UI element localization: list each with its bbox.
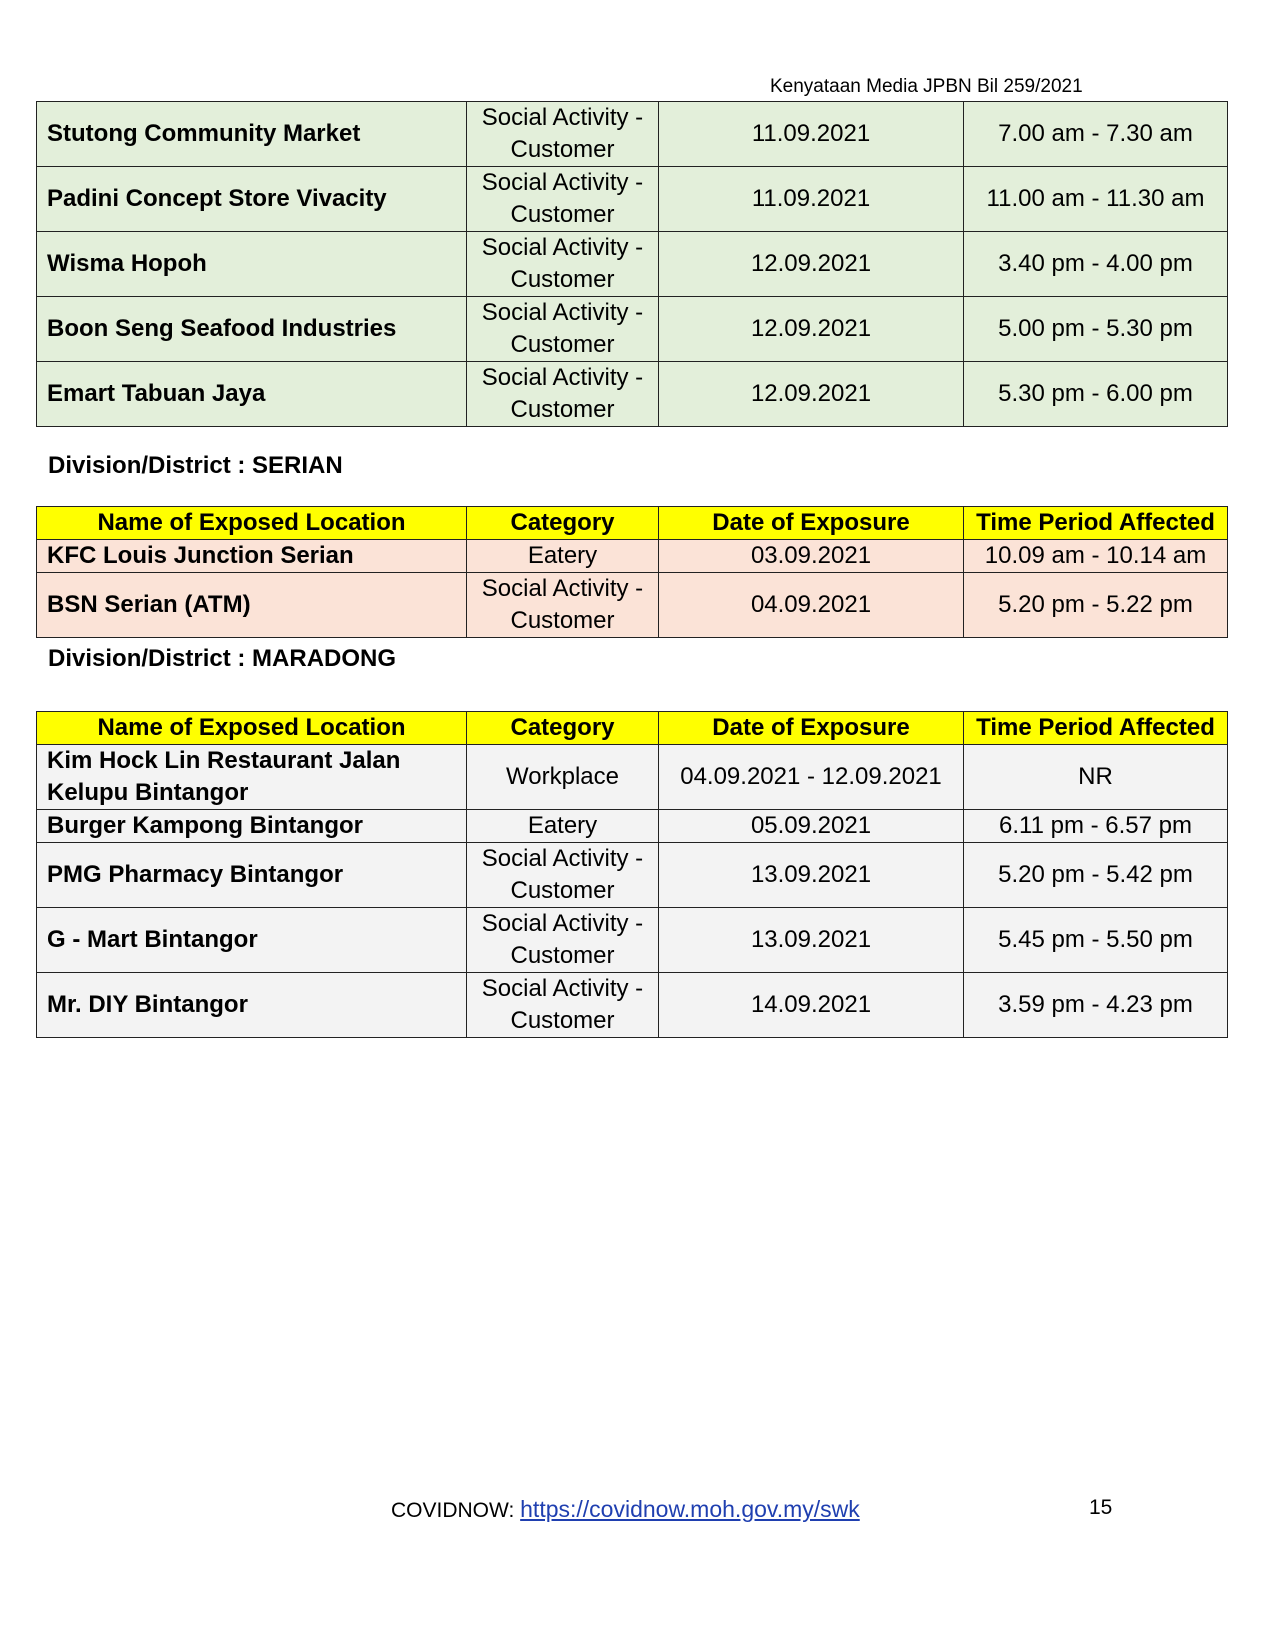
location-name: Burger Kampong Bintangor bbox=[37, 810, 467, 843]
table-row bbox=[37, 297, 1228, 362]
exposure-date: 11.09.2021 bbox=[659, 102, 964, 167]
column-header-category: Category bbox=[467, 712, 659, 745]
category: Social Activity - Customer bbox=[467, 102, 659, 167]
column-header-time: Time Period Affected bbox=[964, 507, 1228, 540]
time-period: 11.00 am - 11.30 am bbox=[964, 167, 1228, 232]
exposure-date: 12.09.2021 bbox=[659, 362, 964, 427]
table-row bbox=[37, 973, 1228, 1038]
table-row bbox=[37, 167, 1228, 232]
time-period: 3.40 pm - 4.00 pm bbox=[964, 232, 1228, 297]
exposure-date: 13.09.2021 bbox=[659, 843, 964, 908]
district-title-maradong: Division/District : MARADONG bbox=[48, 645, 397, 672]
category: Eatery bbox=[467, 810, 659, 843]
category: Social Activity - Customer bbox=[467, 297, 659, 362]
category: Social Activity - Customer bbox=[467, 573, 659, 638]
time-period: NR bbox=[964, 745, 1228, 810]
table-row bbox=[37, 102, 1228, 167]
exposure-date: 14.09.2021 bbox=[659, 973, 964, 1038]
time-period: 5.20 pm - 5.42 pm bbox=[964, 843, 1228, 908]
table-header-row bbox=[37, 712, 1228, 745]
column-header-location: Name of Exposed Location bbox=[37, 507, 467, 540]
location-name: Kim Hock Lin Restaurant Jalan Kelupu Bintangor bbox=[37, 745, 467, 810]
time-period: 5.30 pm - 6.00 pm bbox=[964, 362, 1228, 427]
table-row bbox=[37, 232, 1228, 297]
exposure-date: 04.09.2021 - 12.09.2021 bbox=[659, 745, 964, 810]
exposure-date: 13.09.2021 bbox=[659, 908, 964, 973]
table-row bbox=[37, 908, 1228, 973]
category: Social Activity - Customer bbox=[467, 362, 659, 427]
time-period: 7.00 am - 7.30 am bbox=[964, 102, 1228, 167]
location-name: Mr. DIY Bintangor bbox=[37, 973, 467, 1038]
column-header-date: Date of Exposure bbox=[659, 507, 964, 540]
exposure-date: 11.09.2021 bbox=[659, 167, 964, 232]
category: Workplace bbox=[467, 745, 659, 810]
category: Social Activity - Customer bbox=[467, 843, 659, 908]
time-period: 5.45 pm - 5.50 pm bbox=[964, 908, 1228, 973]
footer-label: COVIDNOW: bbox=[391, 1499, 515, 1522]
location-name: BSN Serian (ATM) bbox=[37, 573, 467, 638]
table-row bbox=[37, 540, 1228, 573]
time-period: 3.59 pm - 4.23 pm bbox=[964, 973, 1228, 1038]
category: Eatery bbox=[467, 540, 659, 573]
time-period: 5.00 pm - 5.30 pm bbox=[964, 297, 1228, 362]
exposure-date: 05.09.2021 bbox=[659, 810, 964, 843]
location-name: Boon Seng Seafood Industries bbox=[37, 297, 467, 362]
location-name: KFC Louis Junction Serian bbox=[37, 540, 467, 573]
column-header-location: Name of Exposed Location bbox=[37, 712, 467, 745]
statement-reference: Kenyataan Media JPBN Bil 259/2021 bbox=[770, 76, 1083, 97]
page-number: 15 bbox=[1089, 1496, 1113, 1519]
location-name: Padini Concept Store Vivacity bbox=[37, 167, 467, 232]
table-header-row bbox=[37, 507, 1228, 540]
category: Social Activity - Customer bbox=[467, 973, 659, 1038]
time-period: 5.20 pm - 5.22 pm bbox=[964, 573, 1228, 638]
exposure-table-maradong bbox=[36, 711, 1228, 1038]
table-row bbox=[37, 362, 1228, 427]
table-row bbox=[37, 573, 1228, 638]
time-period: 10.09 am - 10.14 am bbox=[964, 540, 1228, 573]
location-name: Stutong Community Market bbox=[37, 102, 467, 167]
location-name: G - Mart Bintangor bbox=[37, 908, 467, 973]
footer bbox=[391, 1496, 860, 1523]
time-period: 6.11 pm - 6.57 pm bbox=[964, 810, 1228, 843]
location-name: PMG Pharmacy Bintangor bbox=[37, 843, 467, 908]
category: Social Activity - Customer bbox=[467, 167, 659, 232]
column-header-date: Date of Exposure bbox=[659, 712, 964, 745]
exposure-table-serian bbox=[36, 506, 1228, 638]
exposure-date: 12.09.2021 bbox=[659, 297, 964, 362]
location-name: Wisma Hopoh bbox=[37, 232, 467, 297]
district-title-serian: Division/District : SERIAN bbox=[48, 452, 343, 479]
table-row bbox=[37, 810, 1228, 843]
exposure-date: 04.09.2021 bbox=[659, 573, 964, 638]
exposure-table-continued bbox=[36, 101, 1228, 427]
covidnow-link[interactable]: https://covidnow.moh.gov.my/swk bbox=[520, 1496, 860, 1522]
location-name: Emart Tabuan Jaya bbox=[37, 362, 467, 427]
column-header-category: Category bbox=[467, 507, 659, 540]
category: Social Activity - Customer bbox=[467, 908, 659, 973]
table-row bbox=[37, 843, 1228, 908]
category: Social Activity - Customer bbox=[467, 232, 659, 297]
column-header-time: Time Period Affected bbox=[964, 712, 1228, 745]
exposure-date: 12.09.2021 bbox=[659, 232, 964, 297]
table-row bbox=[37, 745, 1228, 810]
exposure-date: 03.09.2021 bbox=[659, 540, 964, 573]
